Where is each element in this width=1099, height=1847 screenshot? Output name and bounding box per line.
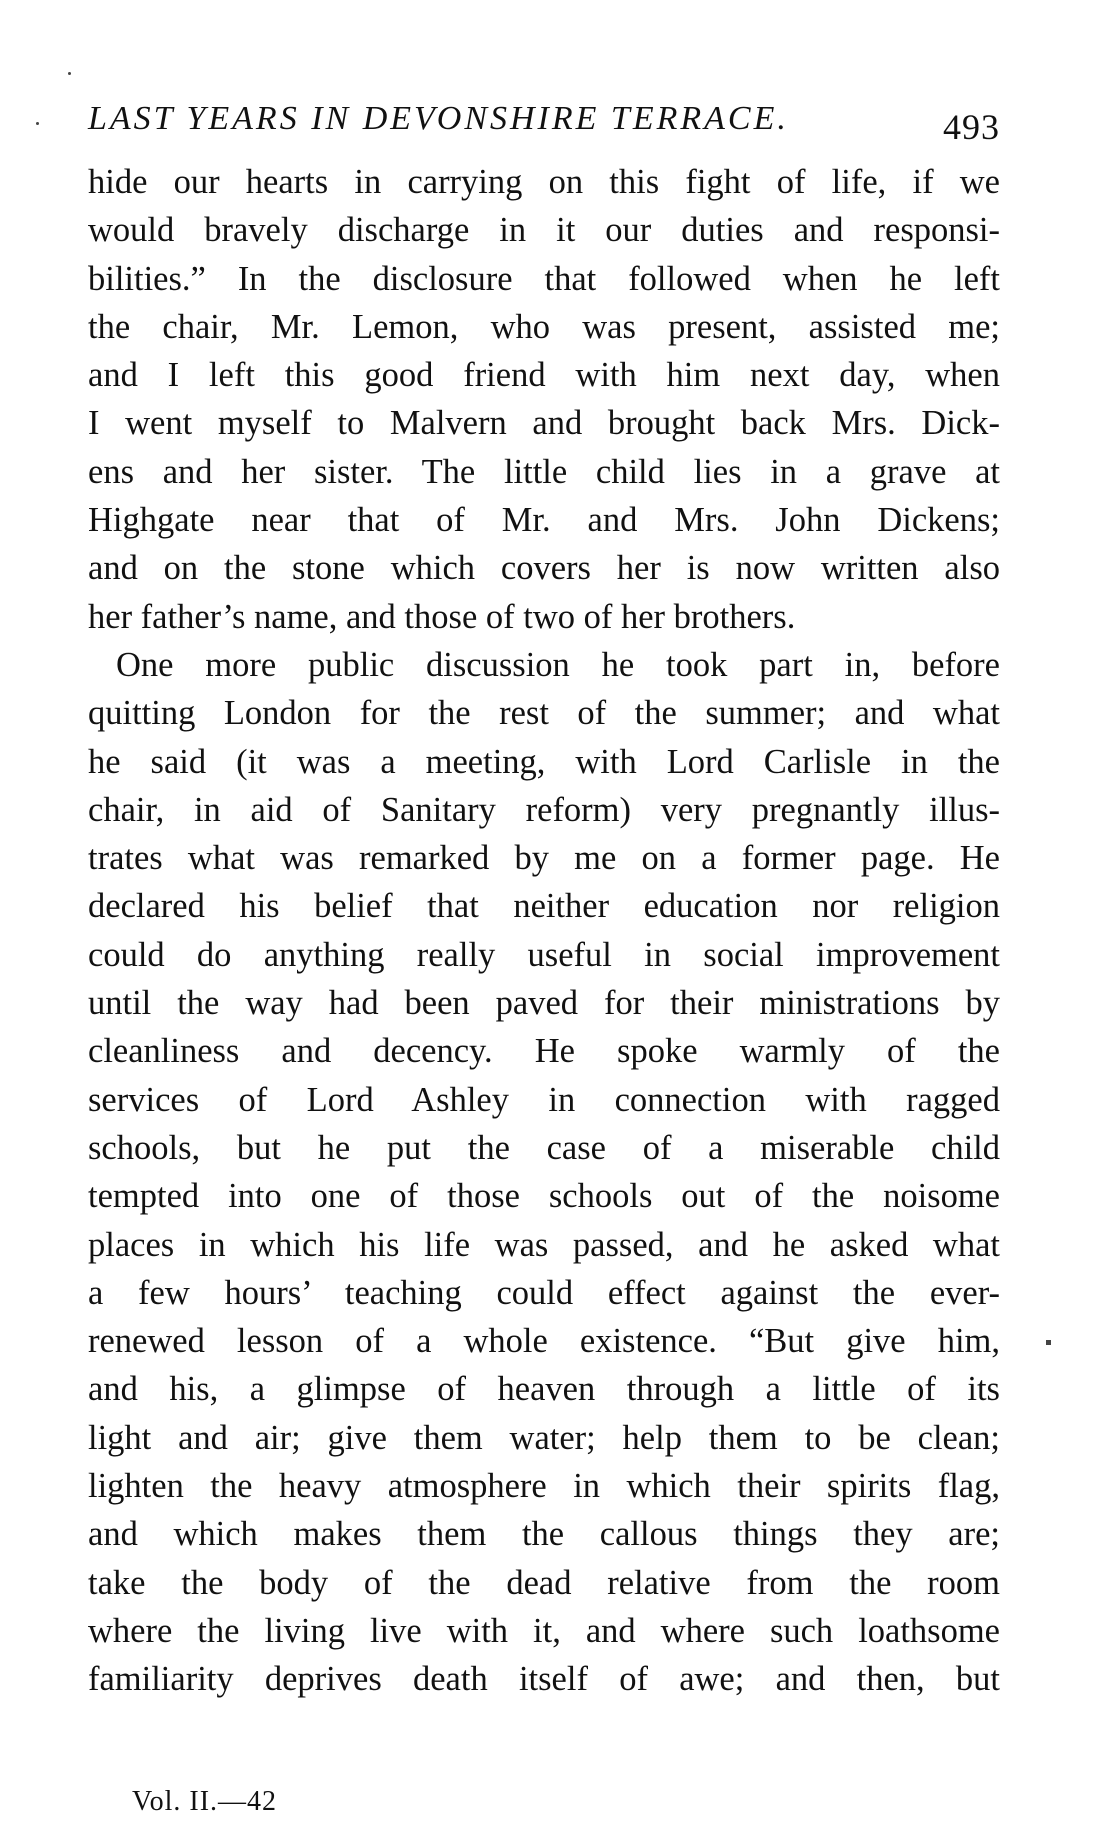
text-line: chair, in aid of Sanitary reform) very pregnantly illus-: [88, 790, 1000, 829]
page-number: 493: [943, 107, 1000, 147]
text-line: and which makes them the callous things they are;: [88, 1515, 1000, 1554]
ink-speck: [68, 72, 71, 75]
text-line: and on the stone which covers her is now written also: [88, 549, 1000, 588]
text-line: lighten the heavy atmosphere in which their spirits flag,: [88, 1467, 1000, 1506]
text-line: quitting London for the rest of the summer; and what: [88, 694, 1000, 733]
running-title: LAST YEARS IN DEVONSHIRE TERRACE.: [88, 100, 789, 137]
paragraph-first-line: One more public discussion he took part in, before: [116, 645, 1000, 684]
text-line: cleanliness and decency. He spoke warmly of the: [88, 1032, 1000, 1071]
text-line: I went myself to Malvern and brought back Mrs. Dick-: [88, 404, 1000, 443]
text-line: would bravely discharge in it our duties and responsi-: [88, 211, 1000, 250]
text-line: ens and her sister. The little child lies in a grave at: [88, 452, 1000, 491]
text-line: where the living live with it, and where such loathsome: [88, 1611, 1000, 1650]
text-line: Highgate near that of Mr. and Mrs. John Dickens;: [88, 501, 1000, 540]
text-line: light and air; give them water; help them to be clean;: [88, 1418, 1000, 1457]
ink-speck: [1046, 1340, 1051, 1345]
text-line: bilities.” In the disclosure that followed when he left: [88, 259, 1000, 298]
text-line: take the body of the dead relative from the room: [88, 1563, 1000, 1602]
text-line: tempted into one of those schools out of the noisome: [88, 1177, 1000, 1216]
ink-speck: [36, 122, 39, 125]
text-line: declared his belief that neither education nor religion: [88, 887, 1000, 926]
text-line: hide our hearts in carrying on this fight of life, if we: [88, 163, 1000, 201]
text-line: the chair, Mr. Lemon, who was present, assisted me;: [88, 307, 1000, 346]
text-line: renewed lesson of a whole existence. “But give him,: [88, 1322, 1000, 1361]
text-line: he said (it was a meeting, with Lord Carlisle in the: [88, 742, 1000, 781]
text-line: and his, a glimpse of heaven through a little of its: [88, 1370, 1000, 1409]
signature-mark: Vol. II.—42: [132, 1786, 278, 1817]
running-head: [88, 100, 1000, 148]
text-line: her father’s name, and those of two of her brothers.: [88, 597, 796, 636]
text-line: services of Lord Ashley in connection with ragged: [88, 1080, 1000, 1119]
text-line: a few hours’ teaching could effect against the ever-: [88, 1273, 1000, 1312]
text-line: and I left this good friend with him next day, when: [88, 356, 1000, 395]
text-line: familiarity deprives death itself of awe; and then, but: [88, 1660, 1000, 1699]
text-line: schools, but he put the case of a miserable child: [88, 1128, 1000, 1167]
text-line: until the way had been paved for their ministrations by: [88, 984, 1000, 1023]
text-line: trates what was remarked by me on a former page. He: [88, 839, 1000, 878]
body-text: [88, 158, 1000, 1704]
text-line: could do anything really useful in social improvement: [88, 935, 1000, 974]
text-line: places in which his life was passed, and he asked what: [88, 1225, 1000, 1264]
